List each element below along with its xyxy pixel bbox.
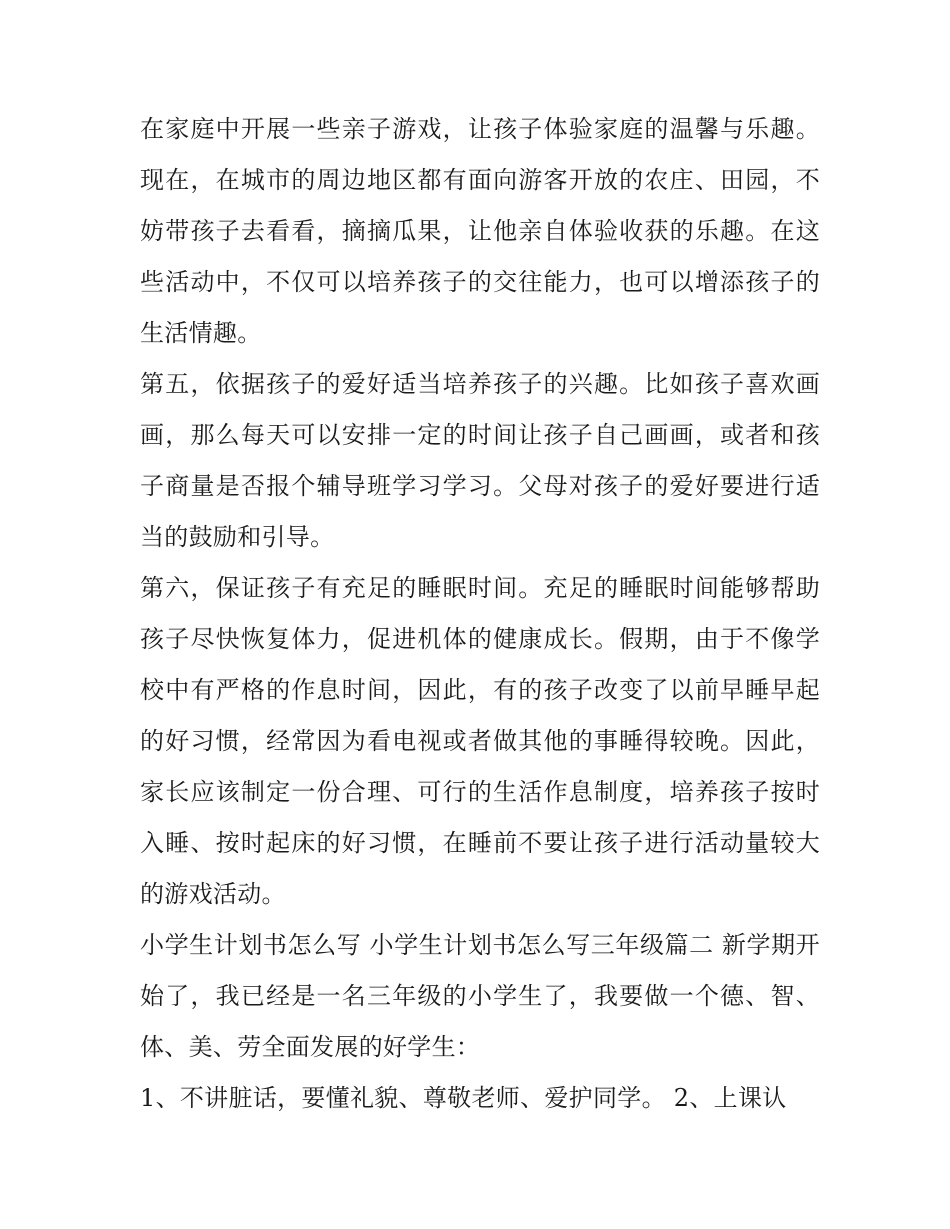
paragraph-family-activities: 在家庭中开展一些亲子游戏，让孩子体验家庭的温馨与乐趣。现在，在城市的周边地区都有面向游客开放的农庄、田园，不妨带孩子去看看，摘摘瓜果，让他亲自体验收获的乐趣。在这些活动中，不仅可以培养孩子的交往能力，也可以增添孩子的生活情趣。 xyxy=(140,115,820,347)
paragraph-plan-items: 1、不讲脏话，要懂礼貌、尊敬老师、爱护同学。 2、上课认 xyxy=(140,1084,787,1112)
paragraph-interests: 第五，依据孩子的爱好适当培养孩子的兴趣。比如孩子喜欢画画，那么每天可以安排一定的时间让孩子自己画画，或者和孩子商量是否报个辅导班学习学习。父母对孩子的爱好要进行适当的鼓励和引导。 xyxy=(140,370,820,551)
document-body xyxy=(140,104,820,1124)
paragraph-plan-intro: 小学生计划书怎么写 小学生计划书怎么写三年级篇二 新学期开始了，我已经是一名三年级的小学生了，我要做一个德、智、体、美、劳全面发展的好学生： xyxy=(140,931,820,1061)
paragraph-sleep: 第六，保证孩子有充足的睡眠时间。充足的睡眠时间能够帮助孩子尽快恢复体力，促进机体的健康成长。假期，由于不像学校中有严格的作息时间，因此，有的孩子改变了以前早睡早起的好习惯，经常因为看电视或者做其他的事睡得较晚。因此，家长应该制定一份合理、可行的生活作息制度，培养孩子按时入睡、按时起床的好习惯，在睡前不要让孩子进行活动量较大的游戏活动。 xyxy=(140,574,820,908)
